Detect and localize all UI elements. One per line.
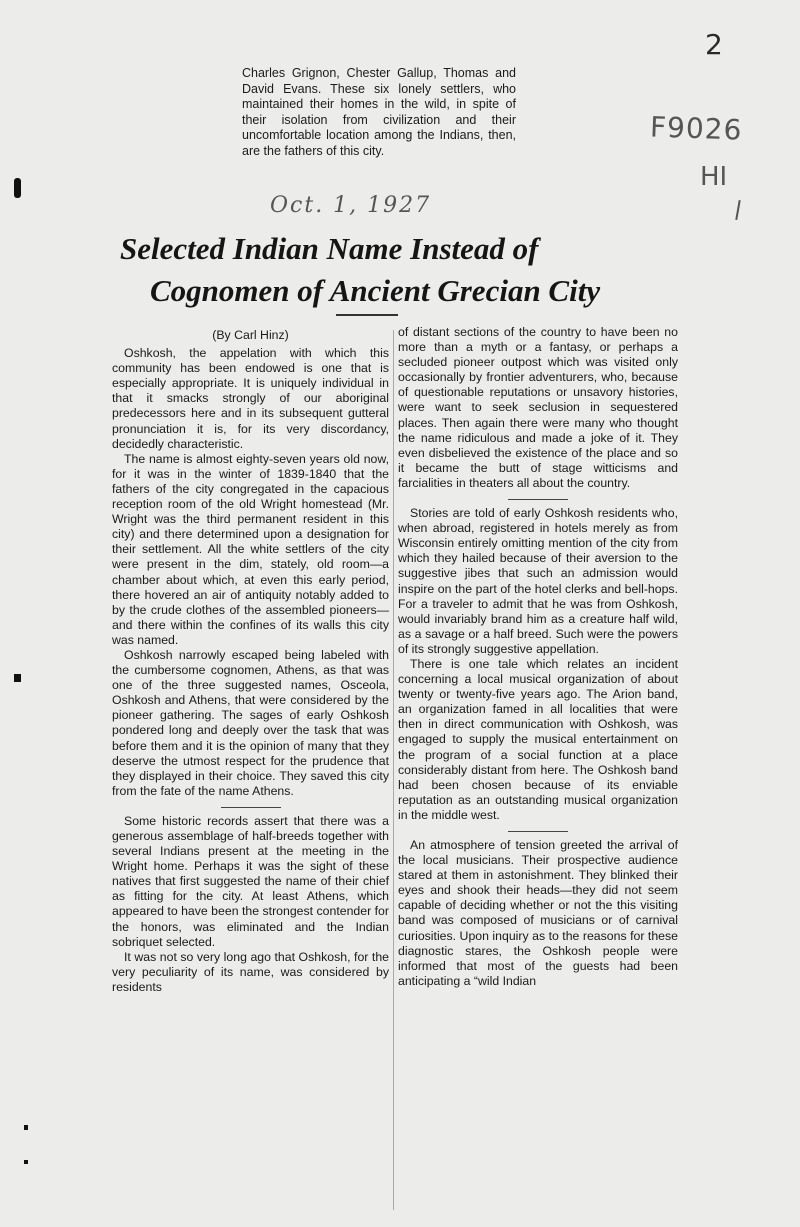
binding-mark	[14, 178, 21, 198]
section-separator	[508, 499, 568, 500]
article-column-right	[398, 325, 678, 989]
section-separator	[508, 831, 568, 832]
handwritten-date: Oct. 1, 1927	[270, 193, 432, 218]
article-paragraph: Stories are told of early Oshkosh residents who, when abroad, registered in hotels merely as from Wisconsin entirely omitting mention of the city from which they hailed because of their aversion to the suggestive jibes that such an admission would inspire on the part of the hotel clerks and bell-hops. For a traveler to admit that he was from Oshkosh, would invariably brand him as a creature half wild, as a savage or a half breed. Such were the powers of its strongly suggestive appellation.	[398, 506, 678, 656]
article-paragraph: It was not so very long ago that Oshkosh, for the very peculiarity of its name, was considered by residents	[112, 949, 389, 994]
article-paragraph: An atmosphere of tension greeted the arrival of the local musicians. Their prospective audience stared at them in astonishment. They blinked their eyes and shook their heads—they did not seem capable of deciding whether or not the this visiting band was composed of musicians or of carnival curiosities. Upon inquiry as to the reasons for these diagnostic stares, the Oshkosh people were informed that most of the guests had been anticipating a “wild Indian	[398, 838, 678, 988]
column-divider	[393, 330, 394, 1210]
archive-code-suffix: HI	[700, 162, 728, 192]
headline-rule	[336, 314, 398, 316]
article-paragraph: There is one tale which relates an incident concerning a local musical organization of about twenty or twenty-five years ago. The Arion band, an organization famed in all localities that were then in direct communication with Oshkosh, was engaged to supply the musical entertainment on the program of a social function at a place considerably distant from here. The Oshkosh band had been chosen because of its enviable reputation as an outstanding musical organization in the middle west.	[398, 656, 678, 822]
section-separator	[221, 807, 281, 808]
archive-code: F9026	[649, 110, 743, 147]
byline: (By Carl Hinz)	[212, 328, 289, 342]
binding-mark	[14, 674, 21, 682]
article-paragraph: Oshkosh narrowly escaped being labeled with the cumbersome cognomen, Athens, as that was one of the three suggested names, Osceola, Oshkosh and Athens, that were considered by the pioneer gathering. The sages of early Oshkosh pondered long and deeply over the task that was before them and it is the opinion of many that they deserve the utmost respect for the prudence that they displayed in their choice. They saved this city from the fate of the name Athens.	[112, 647, 389, 798]
article-paragraph: Some historic records assert that there was a generous assemblage of half-breeds together with several Indians present at the meeting in the Wright home. Perhaps it was the sight of these natives that first suggested the name of their chief as fitting for the city. At least Athens, which appeared to have been the strongest contender for the honors, was eliminated and the Indian sobriquet selected.	[112, 813, 389, 949]
binding-mark	[24, 1125, 28, 1130]
headline-line-2: Cognomen of Ancient Grecian City	[150, 273, 601, 308]
headline	[110, 228, 670, 312]
article-paragraph: Oshkosh, the appelation with which this community has been endowed is one that is especially appropriate. It is uniquely individual in that it smacks strongly of our aboriginal predecessors here and in its subsequent gutteral pronunciation it is, for its very discordancy, decidedly characteristic.	[112, 346, 389, 451]
headline-line-1: Selected Indian Name Instead of	[120, 231, 539, 266]
binding-mark	[24, 1160, 28, 1164]
article-paragraph: of distant sections of the country to have been no more than a myth or a fantasy, or perhaps a secluded pioneer outpost which was visited only occasionally by frontier adventurers, who, because of questionable reputations or unsavory histories, were want to seek seclusion in sequestered places. Then again there were many who thought the name ridiculous and made a joke of it. They even disbelieved the existence of the place and so it became the butt of stage witticisms and farcialities in theaters all about the country.	[398, 325, 678, 490]
page-number: 2	[705, 28, 723, 61]
article-column-left	[112, 328, 389, 995]
lead-paragraph: Charles Grignon, Chester Gallup, Thomas and David Evans. These six lonely settlers, who maintained their homes in the wild, in spite of their isolation from civilization and their uncomfortable location among the Indians, then, are the fathers of this city.	[242, 66, 516, 158]
pencil-mark	[735, 200, 740, 220]
article-paragraph: The name is almost eighty-seven years old now, for it was in the winter of 1839-1840 that the fathers of the city congregated in the capacious reception room of the old Wright homestead (Mr. Wright was the third permanent resident in this city) and there determined upon a designation for their settlement. All the white settlers of the city were present in the dim, stately, old room—a chamber about which, at even this early period, there hovered an air of antiquity notably added to by the crude clothes of the assembled pioneers—and there within the confines of its walls this city was named.	[112, 451, 389, 647]
